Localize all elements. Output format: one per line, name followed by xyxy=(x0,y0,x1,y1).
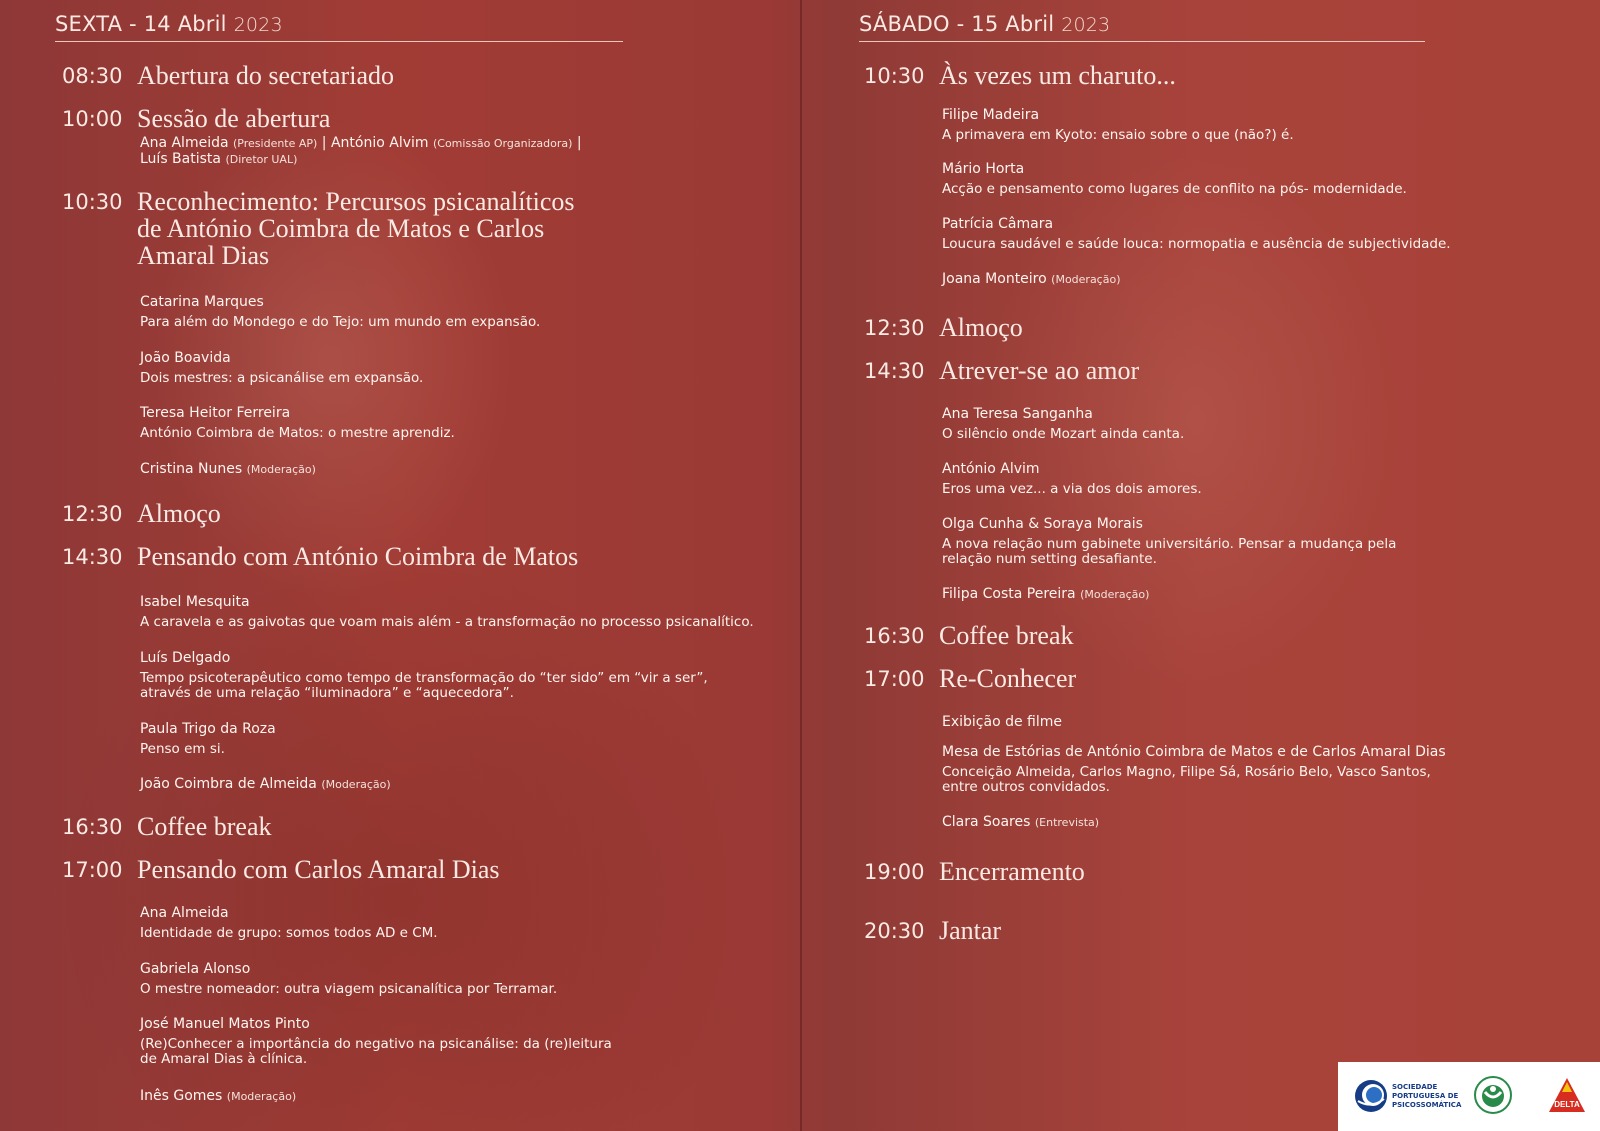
session-title: Coffee break xyxy=(939,621,1074,650)
moderator-name: Clara Soares xyxy=(942,814,1031,830)
year-label: 2023 xyxy=(233,14,283,36)
header-rule xyxy=(859,41,1425,42)
speaker-name: José Manuel Matos Pinto xyxy=(140,1016,310,1032)
day-label: SÁBADO - 15 Abril xyxy=(859,12,1055,36)
session-title: Reconhecimento: Percursos psicanalíticos de António Coimbra de Matos e Carlos Amaral Dias xyxy=(137,187,575,270)
talk-title: Para além do Mondego e do Tejo: um mundo em expansão. xyxy=(140,314,541,330)
talk-title: Eros uma vez... a via dos dois amores. xyxy=(942,481,1202,497)
speaker-name: Catarina Marques xyxy=(140,294,264,310)
talk-title: Penso em si. xyxy=(140,741,225,757)
moderator-name: Inês Gomes xyxy=(140,1088,223,1104)
delta-logo-icon xyxy=(1548,1076,1586,1114)
association-seal-icon xyxy=(1474,1076,1512,1114)
year-label: 2023 xyxy=(1061,14,1111,36)
session-time: 10:00 xyxy=(62,107,123,131)
separator: | xyxy=(317,135,331,151)
talk-title: António Coimbra de Matos: o mestre aprendiz. xyxy=(140,425,455,441)
session-time: 10:30 xyxy=(62,190,123,214)
day-label: SEXTA - 14 Abril xyxy=(55,12,227,36)
moderator-name: Cristina Nunes xyxy=(140,461,243,477)
talk-title: O silêncio onde Mozart ainda canta. xyxy=(942,426,1185,442)
sponsor-logos xyxy=(1338,1062,1600,1131)
moderator xyxy=(140,462,316,477)
talk-title: A nova relação num gabinete universitário. Pensar a mudança pela relação num setting desafiante. xyxy=(942,536,1397,567)
session-title: Re-Conhecer xyxy=(939,664,1077,693)
session-title: Às vezes um charuto... xyxy=(939,61,1176,90)
speaker-name: Gabriela Alonso xyxy=(140,961,251,977)
day-header-saturday xyxy=(859,12,1110,36)
moderator-role: (Moderação) xyxy=(226,1090,297,1103)
session-time: 10:30 xyxy=(864,64,925,88)
separator: | xyxy=(572,135,582,151)
talk-title: Dois mestres: a psicanálise em expansão. xyxy=(140,370,424,386)
speaker-name: Paula Trigo da Roza xyxy=(140,721,276,737)
session-time: 08:30 xyxy=(62,64,123,88)
panel-title: Mesa de Estórias de António Coimbra de Matos e de Carlos Amaral Dias xyxy=(942,744,1446,760)
speaker-name: Teresa Heitor Ferreira xyxy=(140,405,291,421)
session-time: 19:00 xyxy=(864,860,925,884)
page-fold xyxy=(800,0,802,1131)
speaker-name: Ana Teresa Sanganha xyxy=(942,406,1093,422)
talk-title: A primavera em Kyoto: ensaio sobre o que (não?) é. xyxy=(942,127,1294,143)
talk-title: Tempo psicoterapêutico como tempo de transformação do “ter sido” em “vir a ser”, através de uma relação “iluminadora” e “aquecedora”. xyxy=(140,670,708,701)
header-rule xyxy=(55,41,623,42)
speaker-role: (Comissão Organizadora) xyxy=(432,137,573,150)
talk-title: (Re)Conhecer a importância do negativo na psicanálise: da (re)leitura de Amaral Dias à clínica. xyxy=(140,1036,612,1067)
moderator-role: (Moderação) xyxy=(1080,588,1150,601)
moderator xyxy=(140,777,391,792)
session-title: Jantar xyxy=(939,916,1002,945)
session-time: 12:30 xyxy=(864,316,925,340)
moderator-role: (Moderação) xyxy=(246,463,316,476)
session-title: Almoço xyxy=(137,499,221,528)
session-time: 12:30 xyxy=(62,502,123,526)
speaker-name: António Alvim xyxy=(942,461,1040,477)
delta-logo-text: DELTA xyxy=(1554,1100,1580,1109)
speaker-role: (Presidente AP) xyxy=(233,137,318,150)
talk-title: Acção e pensamento como lugares de conflito na pós- modernidade. xyxy=(942,181,1407,197)
speaker-role: (Diretor UAL) xyxy=(225,153,298,166)
session-time: 14:30 xyxy=(864,359,925,383)
talk-title: O mestre nomeador: outra viagem psicanalítica por Terramar. xyxy=(140,981,558,997)
session-time: 17:00 xyxy=(62,858,123,882)
moderator-role: (Moderação) xyxy=(1051,273,1121,286)
moderator xyxy=(942,587,1149,602)
film-screening: Exibição de filme xyxy=(942,714,1062,730)
moderator-role: (Moderação) xyxy=(321,778,391,791)
opening-speakers-line2 xyxy=(140,152,297,167)
session-title: Pensando com António Coimbra de Matos xyxy=(137,542,579,571)
talk-title: A caravela e as gaivotas que voam mais além - a transformação no processo psicanalítico. xyxy=(140,614,754,630)
moderator xyxy=(942,272,1121,287)
spp-logo-text: SOCIEDADE PORTUGUESA DE PSICOSSOMÁTICA xyxy=(1392,1083,1462,1109)
moderator xyxy=(942,815,1099,830)
speaker-name: Olga Cunha & Soraya Morais xyxy=(942,516,1143,532)
moderator-role: (Entrevista) xyxy=(1034,816,1100,829)
talk-title: Identidade de grupo: somos todos AD e CM. xyxy=(140,925,438,941)
moderator-name: Filipa Costa Pereira xyxy=(942,586,1076,602)
speaker-name: Luís Delgado xyxy=(140,650,231,666)
session-time: 20:30 xyxy=(864,919,925,943)
speaker-name: Luís Batista xyxy=(140,151,221,167)
session-title: Almoço xyxy=(939,313,1023,342)
moderator-name: João Coimbra de Almeida xyxy=(140,776,317,792)
session-title: Encerramento xyxy=(939,857,1085,886)
session-time: 14:30 xyxy=(62,545,123,569)
session-title: Sessão de abertura xyxy=(137,104,331,133)
session-title: Abertura do secretariado xyxy=(137,61,394,90)
session-time: 17:00 xyxy=(864,667,925,691)
speaker-name: Mário Horta xyxy=(942,161,1025,177)
panel-guests: Conceição Almeida, Carlos Magno, Filipe Sá, Rosário Belo, Vasco Santos, entre outros convidados. xyxy=(942,764,1431,795)
opening-speakers-line1 xyxy=(140,136,582,151)
speaker-name: Filipe Madeira xyxy=(942,107,1040,123)
moderator xyxy=(140,1089,296,1104)
speaker-name: António Alvim xyxy=(330,135,429,151)
speaker-name: Isabel Mesquita xyxy=(140,594,250,610)
speaker-name: Ana Almeida xyxy=(140,135,229,151)
session-title: Coffee break xyxy=(137,812,272,841)
talk-title: Loucura saudável e saúde louca: normopatia e ausência de subjectividade. xyxy=(942,236,1451,252)
day-header-friday xyxy=(55,12,283,36)
spp-logo-icon xyxy=(1354,1079,1388,1113)
speaker-name: Patrícia Câmara xyxy=(942,216,1054,232)
speaker-name: João Boavida xyxy=(140,350,231,366)
session-title: Atrever-se ao amor xyxy=(939,356,1140,385)
session-time: 16:30 xyxy=(62,815,123,839)
session-title: Pensando com Carlos Amaral Dias xyxy=(137,855,500,884)
moderator-name: Joana Monteiro xyxy=(942,271,1047,287)
session-time: 16:30 xyxy=(864,624,925,648)
speaker-name: Ana Almeida xyxy=(140,905,229,921)
